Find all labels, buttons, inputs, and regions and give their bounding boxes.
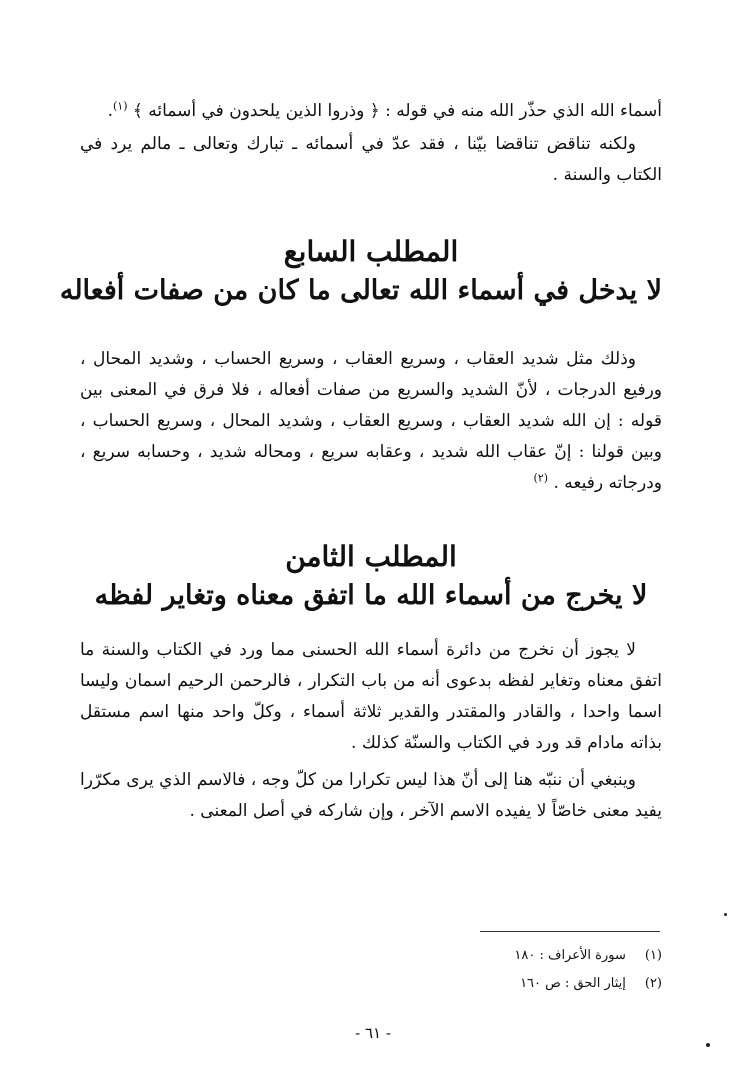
section8-body-2: وينبغي أن ننبّه هنا إلى أنّ هذا ليس تكرارا من كلّ وجه ، فالاسم الذي يرى مكرّرا يفيد معنى خاصّاً لا يفيده الاسم الآخر ، وإن شاركه في أصل المعنى .: [80, 770, 662, 821]
section8-title: لا يخرج من أسماء الله ما اتفق معناه وتغاير لفظه: [94, 580, 648, 611]
section8-body-1: لا يجوز أن نخرج من دائرة أسماء الله الحسنى مما ورد في الكتاب والسنة ما اتفق معناه وتغاير لفظه بدعوى أنه من باب التكرار ، فالرحمن الرحيم اسمان وليسا اسما واحدا ، والقادر والمقتدر والقدير ثلاثة أسماء ، وكلّ واحد منها اسم مستقل بذاته مادام قد ورد في الكتاب والسنّة كذلك .: [80, 640, 662, 753]
footnote-number: (١): [644, 948, 662, 963]
scan-speck: [706, 1043, 710, 1047]
footnote-1: [362, 942, 662, 970]
scan-speck: [724, 913, 727, 916]
footnote-text: سورة الأعراف : ١٨٠: [514, 948, 626, 963]
intro-line-text: أسماء الله الذي حذّر الله منه في قوله : ﴿ وذروا الذين يلحدون في أسمائه ﴾: [132, 101, 662, 121]
intro-line: أسماء الله الذي حذّر الله منه في قوله : ﴿ وذروا الذين يلحدون في أسمائه ﴾ $^{(١)}$.: [107, 99, 662, 121]
footnote-ref-2: (٢): [533, 471, 549, 485]
footnote-text: إيثار الحق : ص ١٦٠: [520, 976, 626, 991]
page-number: - ٦١ -: [355, 1024, 391, 1042]
section8-label: المطلب الثامن: [285, 540, 457, 573]
section7-title: لا يدخل في أسماء الله تعالى ما كان من صفات أفعاله: [59, 275, 662, 306]
section7-body: [80, 344, 662, 499]
footnote-ref-1: (١): [113, 99, 128, 113]
page-body: [59, 96, 662, 827]
section7-body-text: وذلك مثل شديد العقاب ، وسريع العقاب ، وسريع الحساب ، وشديد المحال ، ورفيع الدرجات ، لأنّ الشديد والسريع من صفات أفعاله ، فلا فرق في المعنى بين قوله : إن الله شديد العقاب ، وسريع العقاب ، وشديد المحال ، وسريع الحساب ، وبين قولنا : إنّ عقاب الله شديد ، وعقابه سريع ، ومحاله شديد ، وحسابه سريع ، ودرجاته رفيعه .: [80, 349, 662, 493]
footnotes: [362, 942, 662, 998]
footnote-number: (٢): [644, 976, 662, 991]
section7-label: المطلب السابع: [283, 235, 459, 268]
footnote-divider: [480, 931, 660, 932]
footnote-2: [362, 970, 662, 998]
intro-paragraph: ولكنه تناقض تناقضا بيّنا ، فقد عدّ في أسمائه ـ تبارك وتعالى ـ مالم يرد في الكتاب والسنة .: [80, 134, 662, 185]
